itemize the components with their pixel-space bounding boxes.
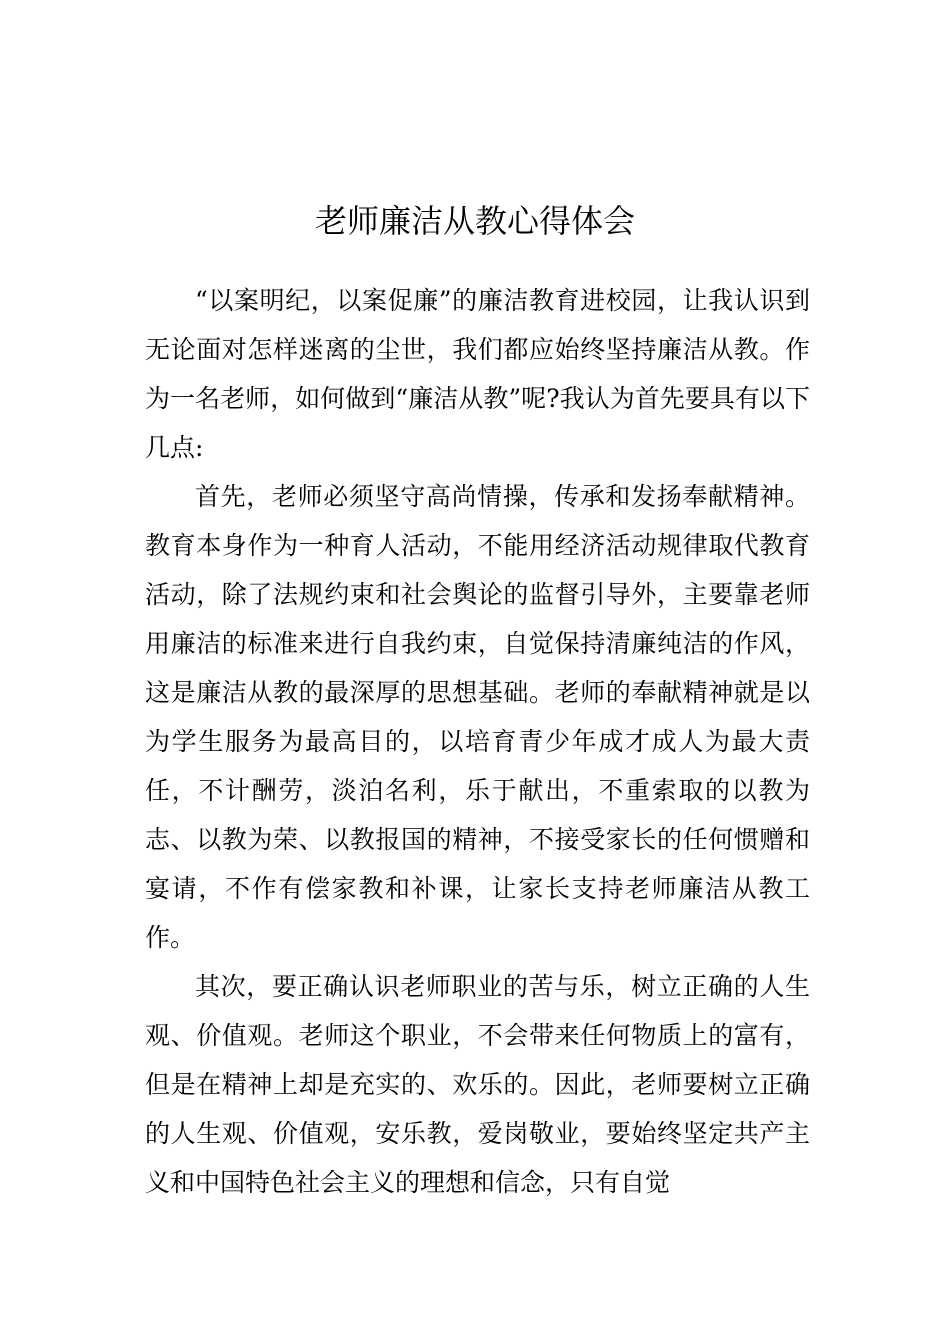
paragraph-1: “以案明纪，以案促廉”的廉洁教育进校园，让我认识到无论面对怎样迷离的尘世，我们都应始终坚持廉洁从教。作为一名老师，如何做到“廉洁从教”呢?我认为首先要具有以下几点: — [145, 286, 810, 462]
document-title: 老师廉洁从教心得体会 — [314, 202, 635, 241]
paragraph-3: 其次，要正确认识老师职业的苦与乐，树立正确的人生观、价值观。老师这个职业，不会带来任何物质上的富有，但是在精神上却是充实的、欢乐的。因此，老师要树立正确的人生观、价值观，安乐教，爱岗敬业，要始终坚定共产主义和中国特色社会主义的理想和信念，只有自觉 — [145, 972, 810, 1197]
document-body — [145, 276, 810, 1207]
paragraph-2: 首先，老师必须坚守高尚情操，传承和发扬奉献精神。教育本身作为一种育人活动，不能用经济活动规律取代教育活动，除了法规约束和社会舆论的监督引导外，主要靠老师用廉洁的标准来进行自我约束，自觉保持清廉纯洁的作风，这是廉洁从教的最深厚的思想基础。老师的奉献精神就是以为学生服务为最高目的，以培育青少年成才成人为最大责任，不计酬劳，淡泊名利，乐于献出，不重索取的以教为志、以教为荣、以教报国的精神，不接受家长的任何惯赠和宴请，不作有偿家教和补课，让家长支持老师廉洁从教工作。 — [145, 482, 810, 952]
